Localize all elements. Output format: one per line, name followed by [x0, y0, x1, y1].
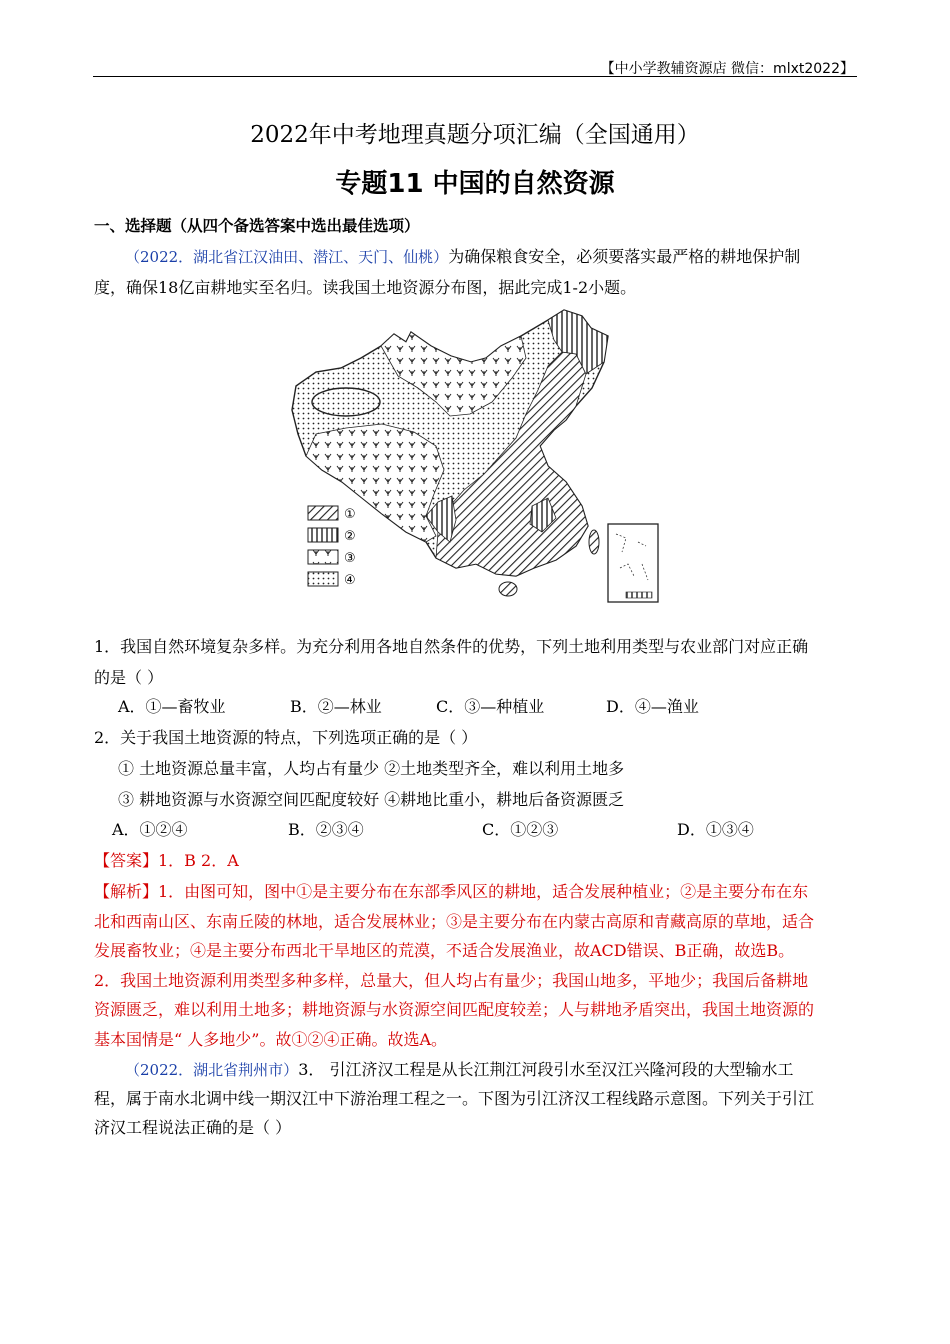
analysis-line-3: 发展畜牧业；④是主要分布西北干旱地区的荒漠，不适合发展渔业，故ACD错误、B正确，故选B。: [94, 941, 795, 960]
q3-line-2: 程，属于南水北调中线一期汉江中下游治理工程之一。下图为引江济汉工程线路示意图。下列关于引江: [94, 1089, 815, 1108]
grassland-west: [306, 424, 444, 542]
intro-source: （2022．湖北省江汉油田、潜江、天门、仙桃）: [125, 248, 449, 266]
legend-swatch-1: [308, 506, 338, 520]
legend-swatch-4: [308, 572, 338, 586]
legend-label-4: ④: [344, 573, 356, 588]
answer-line: 【答案】1．B 2．A: [94, 851, 239, 870]
hainan-island: [499, 582, 517, 596]
q3-source: （2022．湖北省荆州市）: [125, 1061, 299, 1079]
q1-option-c: C．③—种植业: [436, 697, 545, 716]
analysis-line-6: 基本国情是“ 人多地少”。故①②④正确。故选A。: [94, 1030, 448, 1049]
intro-line-1: [125, 244, 800, 267]
legend-swatch-3: [308, 550, 338, 564]
q3-text-a: 3． 引江济汉工程是从长江荆江河段引水至汉江兴隆河段的大型输水工: [298, 1060, 794, 1079]
tarim-basin: [312, 388, 380, 416]
legend-label-2: ②: [344, 529, 356, 544]
land-resource-map: [286, 306, 666, 604]
q1-option-d: D．④—渔业: [606, 697, 699, 716]
legend-label-3: ③: [344, 551, 356, 566]
document-subtitle: 专题11 中国的自然资源: [335, 169, 615, 199]
q2-statement-2: ③ 耕地资源与水资源空间匹配度较好 ④耕地比重小，耕地后备资源匮乏: [118, 790, 625, 809]
q2-stem: 2．关于我国土地资源的特点，下列选项正确的是（ ）: [94, 728, 478, 747]
legend-swatch-2: [308, 528, 338, 542]
legend-label-1: ①: [344, 507, 356, 522]
q3-line-1: [125, 1057, 793, 1080]
page-header: 【中小学教辅资源店 微信：mlxt2022】: [600, 61, 854, 77]
section-heading: 一、选择题（从四个备选答案中选出最佳选项）: [94, 217, 420, 235]
q1-stem-a: 1．我国自然环境复杂多样。为充分利用各地自然条件的优势，下列土地利用类型与农业部门对应正确: [94, 637, 809, 656]
q2-option-d: D．①③④: [677, 820, 754, 839]
analysis-line-5: 资源匮乏，难以利用土地多；耕地资源与水资源空间匹配度较差；人与耕地矛盾突出，我国土地资源的: [94, 1000, 815, 1019]
intro-text-a: 为确保粮食安全，必须要落实最严格的耕地保护制: [448, 247, 801, 266]
analysis-line-4: 2．我国土地资源利用类型多种多样，总量大，但人均占有量少；我国山地多，平地少；我国后备耕地: [94, 971, 809, 990]
q1-option-a: A．①—畜牧业: [118, 697, 226, 716]
intro-line-2: 度，确保18亿亩耕地实至名归。读我国土地资源分布图，据此完成1-2小题。: [94, 278, 637, 297]
taiwan-island: [589, 530, 599, 554]
south-sea-inset: [608, 524, 658, 602]
document-title: 2022年中考地理真题分项汇编（全国通用）: [250, 122, 700, 148]
analysis-line-2: 北和西南山区、东南丘陵的林地，适合发展林业；③是主要分布在内蒙古高原和青藏高原的草地，适合: [94, 912, 815, 931]
analysis-line-1: 【解析】1．由图可知，图中①是主要分布在东部季风区的耕地，适合发展种植业；②是主要分布在东: [94, 882, 809, 901]
q2-option-c: C．①②③: [482, 820, 559, 839]
q1-option-b: B．②—林业: [290, 697, 382, 716]
q1-stem-b: 的是（ ）: [94, 668, 164, 687]
q2-option-a: A．①②④: [112, 820, 188, 839]
header-rule: [93, 76, 857, 77]
q2-statement-1: ① 土地资源总量丰富，人均占有量少 ②土地类型齐全，难以利用土地多: [118, 759, 625, 778]
q2-option-b: B．②③④: [288, 820, 364, 839]
q3-line-3: 济汉工程说法正确的是（ ）: [94, 1118, 292, 1137]
